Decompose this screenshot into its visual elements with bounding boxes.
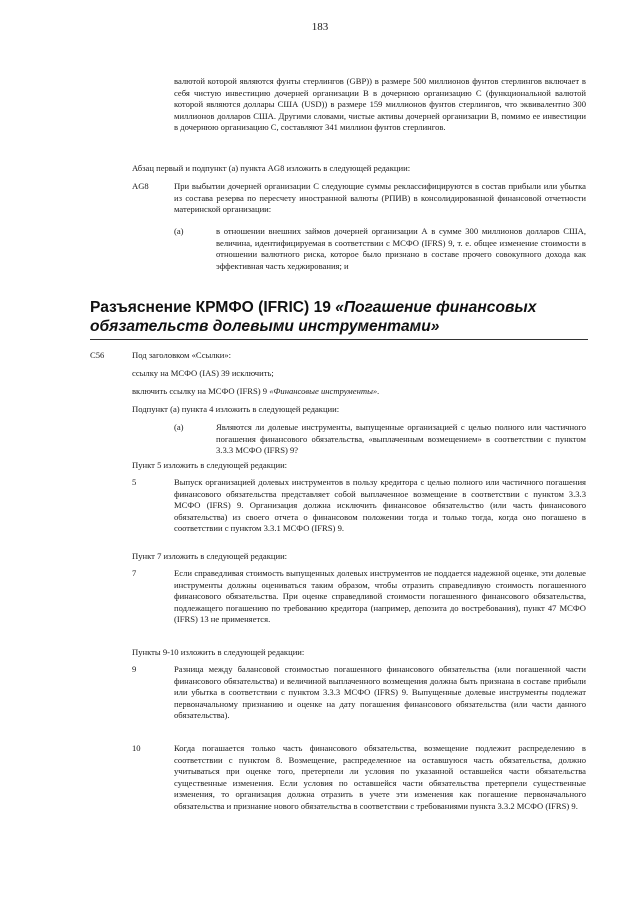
c56-line3-plain: включить ссылку на МСФО (IFRS) 9 — [132, 386, 270, 396]
heading-rule — [90, 339, 588, 340]
page-number: 183 — [311, 21, 329, 33]
p10-num: 10 — [132, 743, 141, 753]
ag8-sub-label: (а) — [174, 226, 184, 236]
p7-text: Если справедливая стоимость выпущенных долевых инструментов не поддается надежной оценке, эти долевые инструменты должны оцениваться таким образом, чтобы отразить справедливую стоимость погашенного финансового обязательства. При оценке справедливой стоимости погашенного финансового обязательства, подлежащего погашению по требованию кредитора (например, депозита до востребования), пункт 47 МСФО (IFRS) 13 не применяется. — [174, 568, 586, 624]
p5-intro: Пункт 5 изложить в следующей редакции: — [132, 460, 288, 470]
heading-italic-2: обязательств долевыми инструментами» — [90, 318, 440, 335]
ag8-intro: Абзац первый и подпункт (а) пункта AG8 изложить в следующей редакции: — [132, 163, 411, 173]
ag8-sub-text: в отношении внешних займов дочерней организации А в сумме 300 миллионов долларов США, величина, идентифицируемая в соответствии с МСФО (IFRS) 9, т. е. общее изменение стоимости в отношении валютного риска, которое было признано в составе прочего совокупного дохода как эффективная часть хеджирования; и — [216, 226, 586, 271]
c56-line3-italic: «Финансовые инструменты». — [269, 386, 380, 396]
p9-10-intro: Пункты 9-10 изложить в следующей редакции: — [132, 647, 305, 657]
p10-text: Когда погашается только часть финансового обязательства, возмещение подлежит распределению в соответствии с пунктом 8. Возмещение, распределенное на оставшуюся часть обязательства, должно учитываться при оценке того, претерпели ли условия по указанной оставшейся части обязательства существенные изменения. Если условия по оставшейся части обязательства претерпели существенные изменения, то организация должна отразить в учете эти изменения как погашение первоначального обязательства и признание нового обязательства в соответствии с требованиями пункта 3.3.2 МСФО (IFRS) 9. — [174, 743, 586, 811]
p9-text: Разница между балансовой стоимостью погашенного финансового обязательства (или погашенной части финансового обязательства) и величиной выплаченного возмещения должна быть признана в составе прибыли или убытка в соответствии с пунктом 3.3.3 МСФО (IFRS) 9. Выпущенные долевые инструменты подлежат первоначальному признанию и оценке на дату погашения финансового обязательства (или части данного обязательства). — [174, 664, 586, 720]
c56-label: C56 — [90, 350, 105, 360]
ag8-label: AG8 — [132, 181, 149, 191]
p7-intro: Пункт 7 изложить в следующей редакции: — [132, 551, 288, 561]
p7-num: 7 — [132, 568, 137, 578]
c56-line2: ссылку на МСФО (IAS) 39 исключить; — [132, 368, 274, 378]
heading-plain: Разъяснение КРМФО (IFRIC) 19 — [90, 299, 336, 316]
section-heading — [90, 298, 590, 336]
c56-sub-a-text: Являются ли долевые инструменты, выпущенные организацией с целью полного или частичного погашения финансового обязательства, «выплаченным возмещением» в соответствии с пунктом 3.3.3 МСФО (IFRS) 9? — [216, 422, 586, 455]
p5-num: 5 — [132, 477, 137, 487]
c56-line3 — [132, 386, 379, 398]
c56-line1: Под заголовком «Ссылки»: — [132, 350, 232, 360]
p5-text: Выпуск организацией долевых инструментов в пользу кредитора с целью полного или частичного погашения финансового обязательства представляет собой выплаченное возмещение в соответствии с пунктом 3.3.3 МСФО (IFRS) 9. Организация должна исключить финансовое обязательство (или часть финансового обязательства) из своего отчета о финансовом положении тогда и только тогда, когда оно погашено в соответствии с пунктом 3.3.1 МСФО (IFRS) 9. — [174, 477, 586, 533]
c56-sub-a-label: (а) — [174, 422, 184, 432]
continuation-paragraph: валютой которой являются фунты стерлингов (GBP)) в размере 500 миллионов фунтов стерлингов включает в себя чистую инвестицию дочерней организации В в дочернюю организацию С (функциональной валютой которой являются доллары США (USD)) в размере 159 миллионов фунтов стерлингов, что эквивалентно 300 миллионов долларов США. Другими словами, чистые активы дочерней организации В, помимо ее инвестиции в дочернюю организацию С, составляют 341 миллион фунтов стерлингов. — [174, 76, 586, 132]
ag8-text: При выбытии дочерней организации С следующие суммы реклассифицируются в состав прибыли или убытка из состава резерва по пересчету иностранной валюты (РПИВ) в консолидированной финансовой отчетности материнской организации: — [174, 181, 586, 214]
p9-num: 9 — [132, 664, 137, 674]
heading-italic-1: «Погашение финансовых — [335, 299, 537, 316]
c56-line4: Подпункт (а) пункта 4 изложить в следующей редакции: — [132, 404, 340, 414]
